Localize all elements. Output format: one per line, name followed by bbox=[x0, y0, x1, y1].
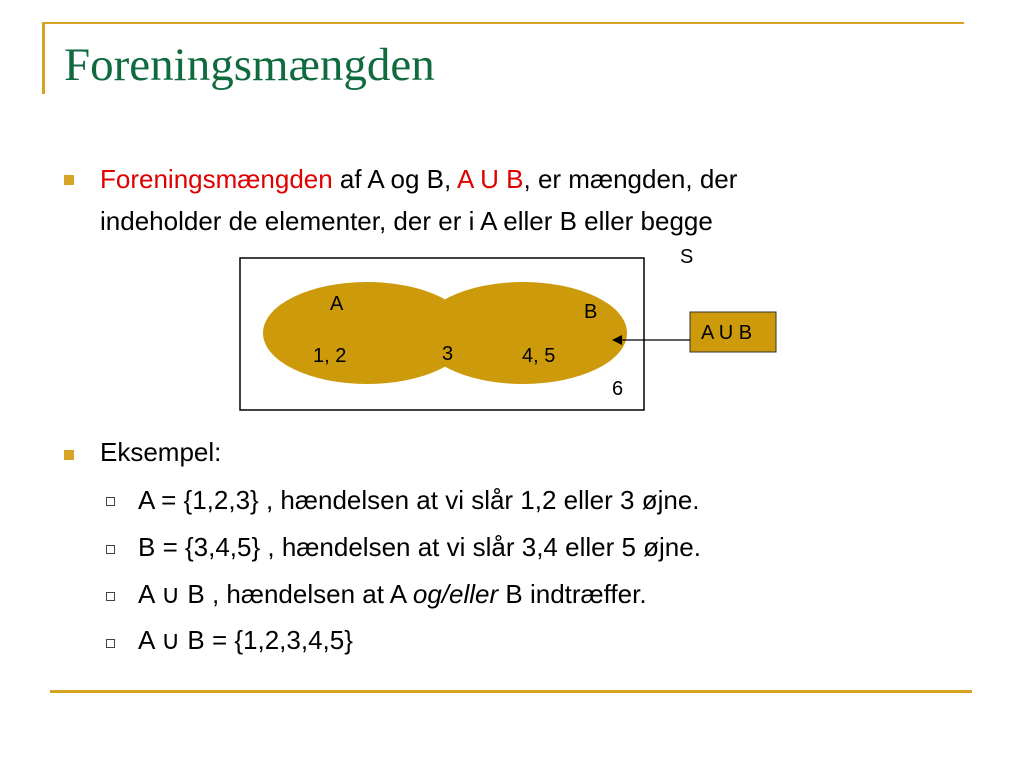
example-item-3-italic: og/eller bbox=[412, 579, 499, 609]
b-only-elements: 4, 5 bbox=[522, 345, 556, 367]
bullet-marker bbox=[64, 450, 74, 460]
example-item-3-pre: A ∪ B , hændelsen at A bbox=[138, 579, 413, 609]
outside-element: 6 bbox=[612, 378, 624, 400]
definition-term: Foreningsmængden bbox=[100, 164, 333, 194]
example-item-3 bbox=[138, 578, 647, 610]
callout-label: A U B bbox=[701, 322, 753, 344]
sub-bullet-marker bbox=[106, 592, 115, 601]
sub-bullet-marker bbox=[106, 497, 115, 506]
sub-bullet-marker bbox=[106, 639, 115, 648]
example-heading: Eksempel: bbox=[100, 437, 222, 467]
set-a-label: A bbox=[330, 293, 344, 315]
slide-title: Foreningsmængden bbox=[64, 39, 435, 91]
definition-part2: , er mængden, der bbox=[523, 164, 738, 194]
set-b-ellipse bbox=[419, 282, 627, 384]
example-item-4: A ∪ B = {1,2,3,4,5} bbox=[138, 625, 353, 655]
union-notation: A U B bbox=[457, 164, 524, 194]
bottom-rule bbox=[50, 690, 972, 693]
universe-label: S bbox=[680, 246, 694, 268]
example-item-3-post: B indtræffer. bbox=[498, 579, 647, 609]
example-item-1: A = {1,2,3} , hændelsen at vi slår 1,2 eller 3 øjne. bbox=[138, 485, 700, 515]
intersection-element: 3 bbox=[442, 343, 454, 365]
example-item-2: B = {3,4,5} , hændelsen at vi slår 3,4 eller 5 øjne. bbox=[138, 532, 701, 562]
definition-part1: af A og B, bbox=[332, 164, 458, 194]
set-b-label: B bbox=[584, 301, 598, 323]
a-only-elements: 1, 2 bbox=[313, 345, 347, 367]
sub-bullet-marker bbox=[106, 545, 115, 554]
definition-line2: indeholder de elementer, der er i A eller B eller begge bbox=[100, 206, 713, 236]
